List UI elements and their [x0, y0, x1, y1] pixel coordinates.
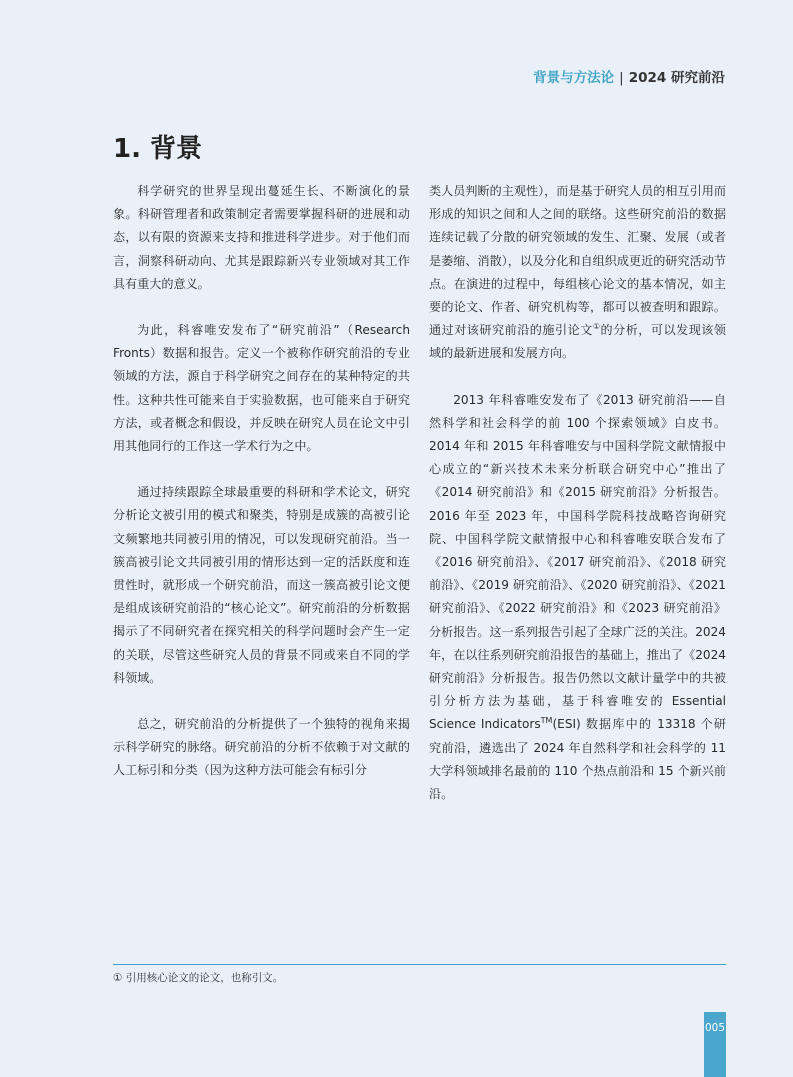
paragraph-text: 类人员判断的主观性），而是基于研究人员的相互引用而形成的知识之间和人之间的联络。这些研究前沿的数据连续记载了分散的研究领域的发生、汇聚、发展（或者是萎缩、消散），以及分化和自组织成更近的研究活动节点。在演进的过程中，每组核心论文的基本情况，如主要的论文、作者、研究机构等，都可以被查明和跟踪。通过对该研究前沿的施引论文	[429, 184, 726, 338]
header-section: 背景与方法论	[533, 70, 615, 86]
page-number: 005	[704, 1022, 726, 1034]
page-number-tab	[704, 1012, 726, 1077]
footnote-marker: ①	[592, 322, 601, 332]
footnote-divider	[113, 964, 726, 965]
right-column	[429, 180, 726, 829]
footnote: ① 引用核心论文的论文，也称引文。	[113, 972, 284, 984]
section-title: 1. 背景	[113, 134, 203, 164]
paragraph-text: 的分析，可以发现该领域的最新进展和发展方向。	[429, 323, 726, 361]
paragraph-text: 2013 年科睿唯安发布了《2013 研究前沿——自然科学和社会科学的前 100 个探索领域》白皮书。2014 年和 2015 年科睿唯安与中国科学院文献情报中心成立的“新兴技术未来分析联合研究中心”推出了《2014 研究前沿》和《2015 研究前沿》分析报告。2016 年至 2023 年，中国科学院科技战略咨询研究院、中国科学院文献情报中心和科睿唯安联合发布了《2016 研究前沿》、《2017 研究前沿》、《2018 研究前沿》、《2019 研究前沿》、《2020 研究前沿》、《2021 研究前沿》、《2022 研究前沿》和《2023 研究前沿》分析报告。这一系列报告引起了全球广泛的关注。2024 年，在以往系列研究前沿报告的基础上，推出了《2024 研究前沿》分析报告。报告仍然以文献计量学中的共被引分析方法为基础，基于科睿唯安的 Essential Science Indicators	[429, 392, 726, 732]
body-paragraph	[429, 389, 726, 807]
trademark-mark: TM	[540, 716, 553, 726]
left-column	[113, 180, 410, 806]
body-paragraph	[429, 180, 726, 366]
running-header	[533, 66, 725, 86]
body-paragraph: 科学研究的世界呈现出蔓延生长、不断演化的景象。科研管理者和政策制定者需要掌握科研的进展和动态，以有限的资源来支持和推进科学进步。对于他们而言，洞察科研动向、尤其是跟踪新兴专业领域对其工作具有重大的意义。	[113, 184, 410, 291]
header-report-title: 2024 研究前沿	[628, 70, 725, 86]
paragraph-text: (ESI) 数据库中的 13318 个研究前沿，遴选出了 2024 年自然科学和社会科学的 11 大学科领域排名最前的 110 个热点前沿和 15 个新兴前沿。	[429, 717, 727, 802]
body-paragraph: 通过持续跟踪全球最重要的科研和学术论文，研究分析论文被引用的模式和聚类，特别是成簇的高被引论文频繁地共同被引用的情况，可以发现研究前沿。当一簇高被引论文共同被引用的情形达到一定的活跃度和连贯性时，就形成一个研究前沿，而这一簇高被引论文便是组成该研究前沿的“核心论文”。研究前沿的分析数据揭示了不同研究者在探究相关的科学问题时会产生一定的关联，尽管这些研究人员的背景不同或来自不同的学科领域。	[113, 485, 410, 685]
body-paragraph: 总之，研究前沿的分析提供了一个独特的视角来揭示科学研究的脉络。研究前沿的分析不依赖于对文献的人工标引和分类（因为这种方法可能会有标引分	[113, 717, 410, 778]
body-paragraph: 为此，科睿唯安发布了“研究前沿”（Research Fronts）数据和报告。定义一个被称作研究前沿的专业领域的方法，源自于科学研究之间存在的某种特定的共性。这种共性可能来自于实验数据，也可能来自于研究方法，或者概念和假设，并反映在研究人员在论文中引用其他同行的工作这一学术行为之中。	[113, 323, 410, 454]
header-separator: |	[619, 70, 624, 86]
